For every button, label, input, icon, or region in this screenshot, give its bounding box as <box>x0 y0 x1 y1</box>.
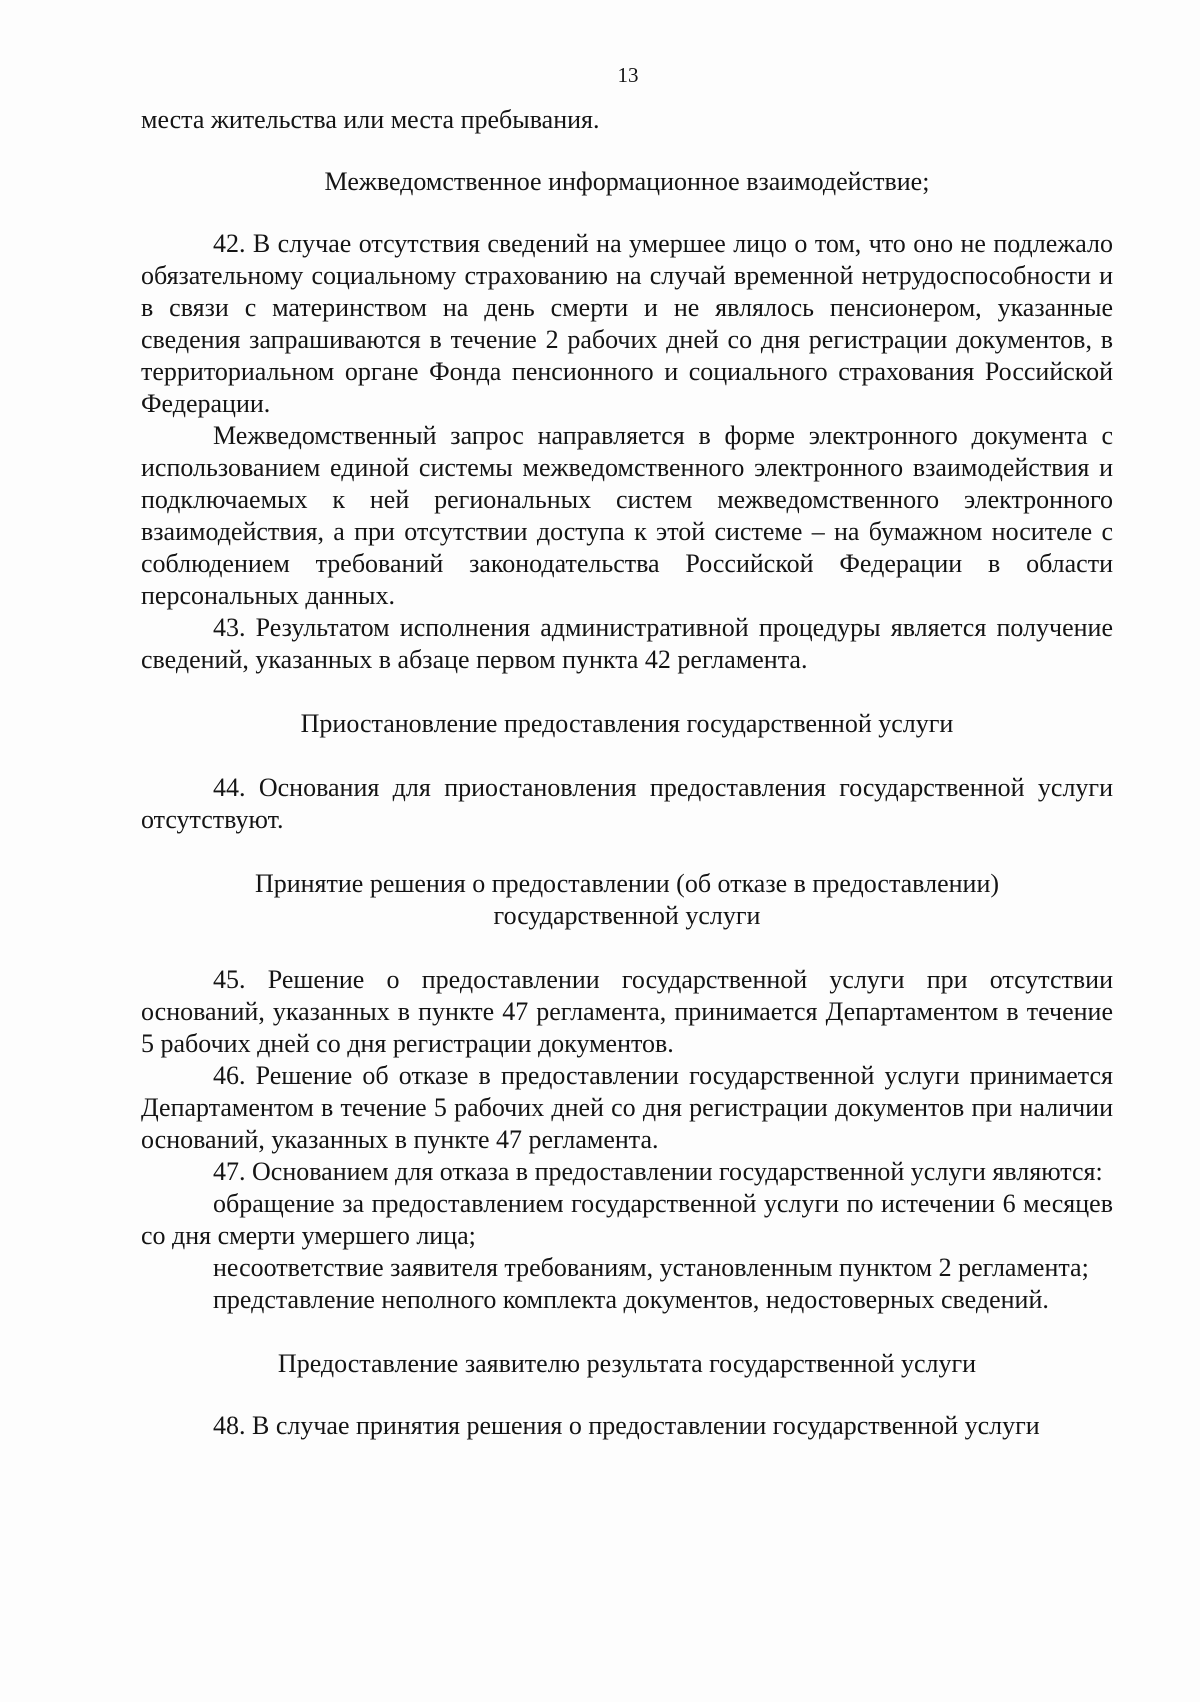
paragraph-47-item-3: представление неполного комплекта документов, недостоверных сведений. <box>213 1285 1049 1314</box>
section-heading-decision-line1: Принятие решения о предоставлении (об отказе в предоставлении) <box>254 869 1000 898</box>
paragraph-42-request: Межведомственный запрос направляется в форме электронного документа с использованием единой системы межведомственного электронного взаимодействия и подключаемых к ней региональных систем межведомственного электронного взаимодействия, а при отсутствии доступа к этой системе – на бумажном носителе с соблюдением требований законодательства Российской Федерации в области персональных данных. <box>141 421 1113 610</box>
section-heading-result: Предоставление заявителю результата государственной услуги <box>277 1349 977 1378</box>
paragraph-42: 42. В случае отсутствия сведений на умершее лицо о том, что оно не подлежало обязательному социальному страхованию на случай временной нетрудоспособности и в связи с материнством на день смерти и не являлось пенсионером, указанные сведения запрашиваются в течение 2 рабочих дней со дня регистрации документов, в территориальном органе Фонда пенсионного и социального страхования Российской Федерации. <box>141 229 1113 418</box>
document-body <box>141 104 1113 1442</box>
paragraph-45: 45. Решение о предоставлении государственной услуги при отсутствии оснований, указанных в пункте 47 регламента, принимается Департаментом в течение 5 рабочих дней со дня регистрации документов. <box>141 965 1113 1058</box>
section-heading-interagency: Межведомственное информационное взаимодействие; <box>324 167 930 196</box>
paragraph-47: 47. Основанием для отказа в предоставлении государственной услуги являются: <box>213 1157 1103 1186</box>
paragraph-47-item-1: обращение за предоставлением государственной услуги по истечении 6 месяцев со дня смерти умершего лица; <box>141 1189 1113 1250</box>
section-heading-decision-line2: государственной услуги <box>493 901 761 930</box>
paragraph-48: 48. В случае принятия решения о предоставлении государственной услуги <box>213 1411 1040 1440</box>
section-heading-suspension: Приостановление предоставления государственной услуги <box>300 709 954 738</box>
paragraph-47-item-2: несоответствие заявителя требованиям, установленным пунктом 2 регламента; <box>213 1253 1089 1282</box>
paragraph-44: 44. Основания для приостановления предоставления государственной услуги отсутствуют. <box>141 773 1113 834</box>
paragraph-43: 43. Результатом исполнения административной процедуры является получение сведений, указанных в абзаце первом пункта 42 регламента. <box>141 613 1113 674</box>
paragraph-46: 46. Решение об отказе в предоставлении государственной услуги принимается Департаментом в течение 5 рабочих дней со дня регистрации документов при наличии оснований, указанных в пункте 47 регламента. <box>141 1061 1113 1154</box>
page-number: 13 <box>617 63 639 87</box>
paragraph-continuation: места жительства или места пребывания. <box>141 105 600 134</box>
